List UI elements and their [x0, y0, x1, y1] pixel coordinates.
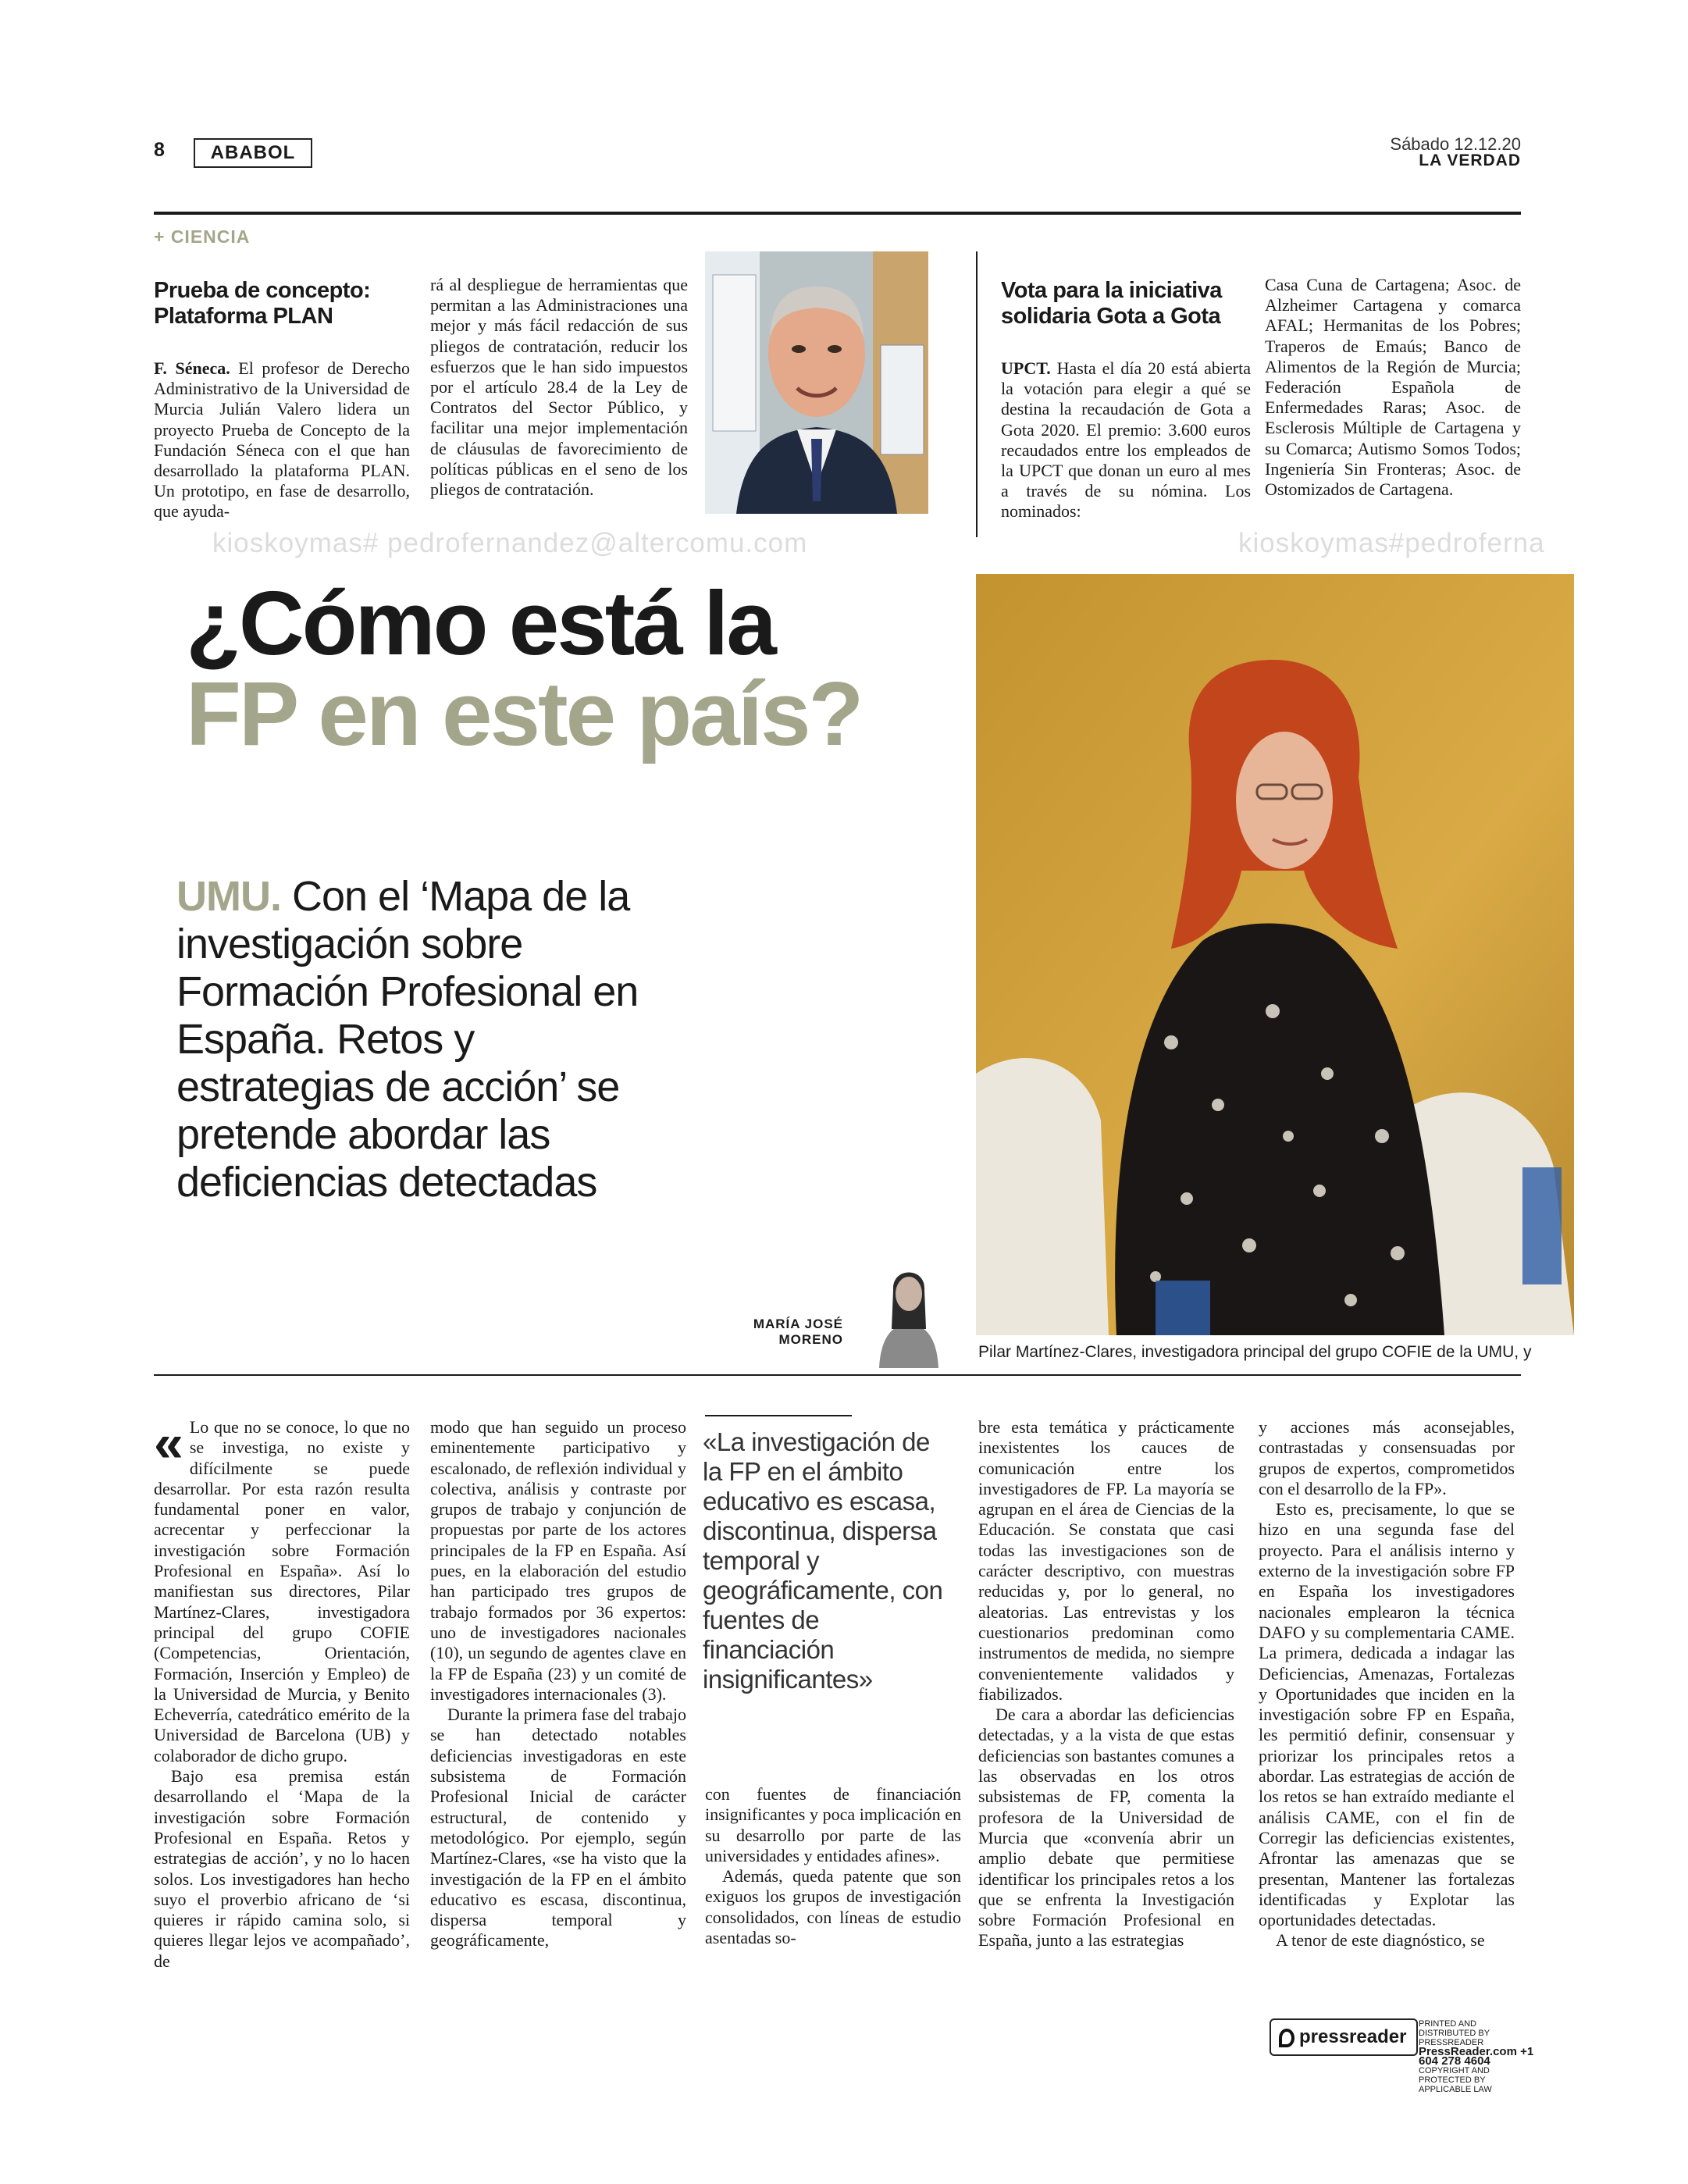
- article-headline: [186, 572, 862, 764]
- brief2-text-col1: [1001, 358, 1251, 522]
- body-paragraph: A tenor de este diagnóstico, se: [1276, 1930, 1485, 1951]
- photo-caption: Pilar Martínez-Clares, investigadora principal del grupo COFIE de la UMU, y: [978, 1343, 1532, 1361]
- brief-column-divider: [976, 251, 978, 537]
- pilar-martinez-photo: [976, 574, 1574, 1335]
- deck-lead: UMU.: [176, 873, 281, 920]
- body-paragraph: y acciones más aconsejables, contrastadas y consensuadas por grupos de expertos, comprometidos con el desarrollo de la FP».: [1259, 1417, 1515, 1498]
- author-name: MARÍA JOSÉ MORENO: [753, 1316, 843, 1347]
- pullquote: «La investigación de la FP en el ámbito educativo es escasa, discontinua, dispersa temporal y geográficamente, con fuentes de financiación insignificantes»: [703, 1427, 943, 1694]
- section-label: ABABOL: [194, 138, 312, 168]
- brief1-body-a: El profesor de Derecho Administrativo de la Universidad de Murcia Julián Valero lidera un proyecto Prueba de Concepto de la Fundación Séneca con el que han desarrollado la plataforma PLAN. Un prototipo, en fase de desarrollo, que ayuda-: [154, 358, 410, 522]
- pressreader-logo: [1270, 2018, 1418, 2056]
- body-paragraph: Lo que no se conoce, lo que no se investiga, no existe y difícilmente se puede desarrollar. Por esta razón resulta fundamental poner en valor, acrecentar y perfeccionar la investigación sobre Formación Profesional en España». Así lo manifiestan sus directores, Pilar Martínez-Clares, investigadora principal del grupo COFIE (Competencias, Orientación, Formación, Inserción y Empleo) de la Universidad de Murcia, y Benito Echeverría, catedrático emérito de la Universidad de Barcelona (UB) y colaborador de dicho grupo.: [154, 1417, 410, 1765]
- portrait-man-illustration: [705, 251, 928, 514]
- headline-line-2: FP en este país?: [186, 663, 862, 764]
- brief1-title: Prueba de concepto: Plataforma PLAN: [154, 278, 371, 329]
- pressreader-line3: COPYRIGHT AND PROTECTED BY APPLICABLE LAW: [1419, 2066, 1492, 2094]
- body-paragraph: Durante la primera fase del trabajo se han detectado notables deficiencias investigadoras en este subsistema de Formación Profesional Inicial de carácter estructural, de contenido y metodológico. Por ejemplo, según Martínez-Clares, «se ha visto que la investigación de la FP en el ámbito educativo es escasa, discontinua, dispersa temporal y geográficamente,: [430, 1705, 687, 1951]
- newspaper-name: LA VERDAD: [1419, 151, 1521, 169]
- brief1-text-col1: [154, 358, 410, 522]
- body-paragraph: modo que han seguido un proceso eminentemente participativo y escalonado, de reflexión individual y colectiva, análisis y contraste por grupos de trabajo y conjunción de propuestas por parte de los actores principales de la FP en España. Así pues, en la elaboración del estudio han participado tres grupos de trabajo formados por 36 expertos: uno de investigadores nacionales (10), un segundo de agentes clave en la FP de España (23) y un comité de investigadores internacionales (3).: [430, 1417, 686, 1704]
- pressreader-line1: PRINTED AND DISTRIBUTED BY PRESSREADER: [1419, 2019, 1490, 2047]
- pressreader-line2: PressReader.com +1 604 278 4604: [1419, 2045, 1534, 2068]
- body-column-4: [978, 1417, 1234, 1951]
- pressreader-brand: pressreader: [1299, 2026, 1407, 2047]
- body-paragraph: Además, queda patente que son exiguos los grupos de investigación consolidados, con líneas de estudio asentadas so-: [705, 1866, 961, 1948]
- opening-quote-mark: «: [154, 1413, 183, 1473]
- header-rule: [154, 212, 1521, 215]
- pullquote-rule: [705, 1415, 852, 1416]
- portrait-woman-illustration: [976, 574, 1574, 1335]
- julian-valero-photo: [705, 251, 928, 514]
- body-column-2: [430, 1417, 686, 1951]
- body-column-3: [705, 1784, 961, 1948]
- page-number: 8: [154, 139, 165, 161]
- brief2-body-a: Hasta el día 20 está abierta la votación para elegir a qué se destina la recaudación de Gota a Gota 2020. El premio: 3.600 euros recaudados entre los empleados de la UPCT que donan un euro al mes a través de su nómina. Los nominados:: [1001, 358, 1251, 522]
- body-paragraph: Bajo esa premisa están desarrollando el ‘Mapa de la investigación sobre Formación Profesional en España. Retos y estrategias de acción’, y no lo hacen solos. Los investigadores han hecho suyo el proverbio africano de ‘si quieres ir rápido camina solo, si quieres llegar lejos ve acompañado’, de: [154, 1766, 410, 1971]
- brief2-text-col2: Casa Cuna de Cartagena; Asoc. de Alzheimer Cartagena y comarca AFAL; Hermanitas de los Pobres; Traperos de Emaús; Banco de Alimentos de la Región de Murcia; Federación Española de Enfermedades Raras; Asoc. de Esclerosis Múltiple de Cartagena y su Comarca; Autismo Somos Todos; Ingeniería Sin Fronteras; Asoc. de Ostomizados de Cartagena.: [1265, 275, 1521, 500]
- pressreader-notice: [1419, 2019, 1536, 2094]
- body-column-5: [1259, 1417, 1515, 1951]
- body-column-1: [154, 1413, 410, 1972]
- article-divider: [154, 1374, 1521, 1376]
- pressreader-icon: [1279, 2029, 1294, 2047]
- brief1-text-col2: rá al despliegue de herramientas que permitan a las Administraciones una mejor y más fácil redacción de sus pliegos de contratación, reducir los esfuerzos que le han sido impuestos por el artículo 28.4 de la Ley de Contratos del Sector Público, y facilitar una mejor implementación de cláusulas de favorecimiento de políticas públicas en el seno de los pliegos de contratación.: [430, 275, 688, 500]
- brief1-source: F. Séneca.: [154, 358, 230, 378]
- issue-date: Sábado 12.12.20: [1390, 134, 1521, 154]
- brief2-title: Vota para la iniciativa solidaria Gota a Gota: [1001, 278, 1222, 329]
- deck-text: Con el ‘Mapa de la investigación sobre Formación Profesional en España. Retos y estrategias de acción’ se pretende abordar las deficiencias detectadas: [176, 873, 639, 1206]
- section-kicker: + CIENCIA: [154, 226, 251, 247]
- watermark-left: kioskoymas# pedrofernandez@altercomu.com: [212, 528, 808, 558]
- headline-line-1: ¿Cómo está la: [186, 572, 775, 674]
- body-paragraph: con fuentes de financiación insignificantes y poca implicación en su desarrollo por parte de las universidades y entidades afines».: [705, 1784, 961, 1865]
- watermark-right: kioskoymas#pedroferna: [1238, 528, 1545, 558]
- author-photo: [873, 1251, 945, 1368]
- brief2-source: UPCT.: [1001, 358, 1051, 378]
- article-deck: [176, 873, 645, 1206]
- body-paragraph: bre esta temática y prácticamente inexistentes los cauces de comunicación entre los investigadores de FP. La mayoría se agrupan en el área de Ciencias de la Educación. Se constata que casi todas las investigaciones son de carácter descriptivo, con muestras reducidas y, por lo general, no aleatorias. Las entrevistas y los cuestionarios predominan como instrumentos de medida, no siempre convenientemente validados y fiabilizados.: [978, 1417, 1234, 1704]
- body-paragraph: De cara a abordar las deficiencias detectadas, y a la vista de que estas deficiencias son bastantes comunes a las observadas en los otros subsistemas de FP, comenta la profesora de la Universidad de Murcia que «convenía abrir un amplio debate que permitiese identificar los principales retos a los que se enfrenta la Investigación sobre Formación Profesional en España, junto a las estrategias: [978, 1705, 1234, 1951]
- body-paragraph: Esto es, precisamente, lo que se hizo en una segunda fase del proyecto. Para el análisis interno y externo de la investigación sobre FP en España los investigadores nacionales emplearon la técnica DAFO y su complementaria CAME. La primera, dedicada a indagar las Deficiencias, Amenazas, Fortalezas y Oportunidades que inciden en la investigación sobre FP en España, les permitió definir, consensuar y priorizar los principales retos a abordar. Las estrategias de acción de los retos se han extraído mediante el análisis CAME, con el fin de Corregir las deficiencias existentes, Afrontar las amenazas que se presentan, Mantener las fortalezas identificadas y Explotar las oportunidades detectadas.: [1259, 1499, 1515, 1930]
